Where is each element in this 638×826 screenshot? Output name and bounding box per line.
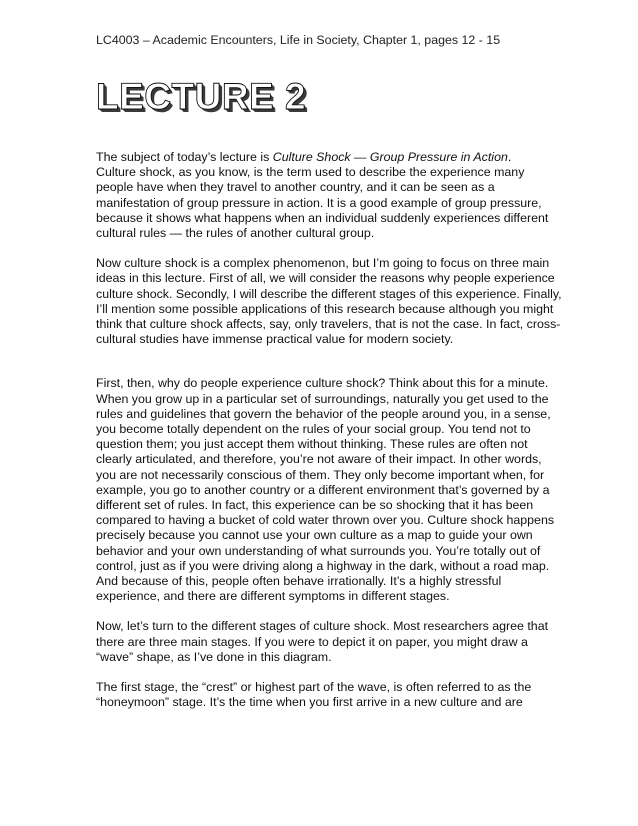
text-line: The first stage, the “crest” or highest part of the wave, is often referred to as the	[96, 680, 532, 695]
text-line: behavior and your own understanding of what surrounds you. You’re totally out of	[96, 543, 541, 558]
text-line	[96, 150, 552, 165]
lecture-body	[96, 150, 562, 711]
text-line: manifestation of group pressure in action. It is a good example of group pressure,	[96, 195, 542, 210]
text-line: Now, let’s turn to the different stages of culture shock. Most researchers agree that	[96, 619, 549, 634]
text-line: think that culture shock affects, say, only travelers, that is not the case. In fact, cross-	[96, 317, 561, 332]
text-line: culture shock. Secondly, I will describe the different stages of this experience. Finally,	[96, 286, 562, 301]
text-line: cultural studies have immense practical value for modern society.	[96, 332, 454, 347]
paragraph-3	[96, 376, 555, 604]
paragraph-1	[96, 150, 552, 241]
paragraph-2	[96, 256, 562, 347]
lecture-title: LECTURE 2	[96, 76, 307, 117]
text-line: First, then, why do people experience culture shock? Think about this for a minute.	[96, 376, 549, 391]
text-run: The subject of today’s lecture is	[96, 150, 273, 164]
text-line: clearly articulated, and therefore, you’re not aware of their impact. In other words,	[96, 452, 542, 467]
paragraph-5	[96, 680, 552, 710]
paragraph-4	[96, 619, 552, 665]
text-line: “honeymoon” stage. It’s the time when you first arrive in a new culture and are	[96, 695, 523, 710]
text-line: Now culture shock is a complex phenomenon, but I’m going to focus on three main	[96, 256, 550, 271]
text-run: .	[507, 150, 512, 164]
page-header: LC4003 – Academic Encounters, Life in Society, Chapter 1, pages 12 - 15	[96, 33, 501, 47]
text-line: you become totally dependent on the rules of your social group. You tend not to	[96, 422, 531, 437]
text-line: because it shows what happens when an individual suddenly experiences different	[96, 210, 549, 225]
text-line: precisely because you cannot use your own culture as a map to guide your own	[96, 528, 533, 543]
text-line: And because of this, people often behave irrationally. It’s a highly stressful	[96, 574, 502, 589]
text-line: control, just as if you were driving along a highway in the dark, without a road map.	[96, 558, 550, 573]
text-line: “wave” shape, as I’ve done in this diagram.	[96, 649, 332, 664]
text-line: ideas in this lecture. First of all, we will consider the reasons why people experience	[96, 271, 555, 286]
text-line: compared to having a bucket of cold water thrown over you. Culture shock happens	[96, 513, 555, 528]
text-line: When you grow up in a particular set of surroundings, naturally you get used to the	[96, 391, 549, 406]
text-line: cultural rules — the rules of another cultural group.	[96, 226, 375, 241]
text-line: question them; you just accept them without thinking. These rules are often not	[96, 437, 528, 452]
text-line: I’ll mention some possible applications of this research because although you might	[96, 301, 554, 316]
text-line: Culture shock, as you know, is the term used to describe the experience many	[96, 165, 525, 180]
text-line: people have when they travel to another country, and it can be seen as a	[96, 180, 495, 195]
text-line: rules and guidelines that govern the behavior of the people around you, in a sense,	[96, 406, 551, 421]
text-line: example, you go to another country or a different environment that’s governed by a	[96, 482, 550, 497]
text-line: different set of rules. In fact, this experience can be so shocking that it has been	[96, 498, 534, 513]
lecture-topic: Culture Shock — Group Pressure in Action	[272, 150, 508, 164]
text-line: experience, and there are different symptoms in different stages.	[96, 589, 450, 604]
text-line: there are three main stages. If you were to depict it on paper, you might draw a	[96, 634, 528, 649]
text-line: you are not necessarily conscious of them. They only become important when, for	[96, 467, 545, 482]
